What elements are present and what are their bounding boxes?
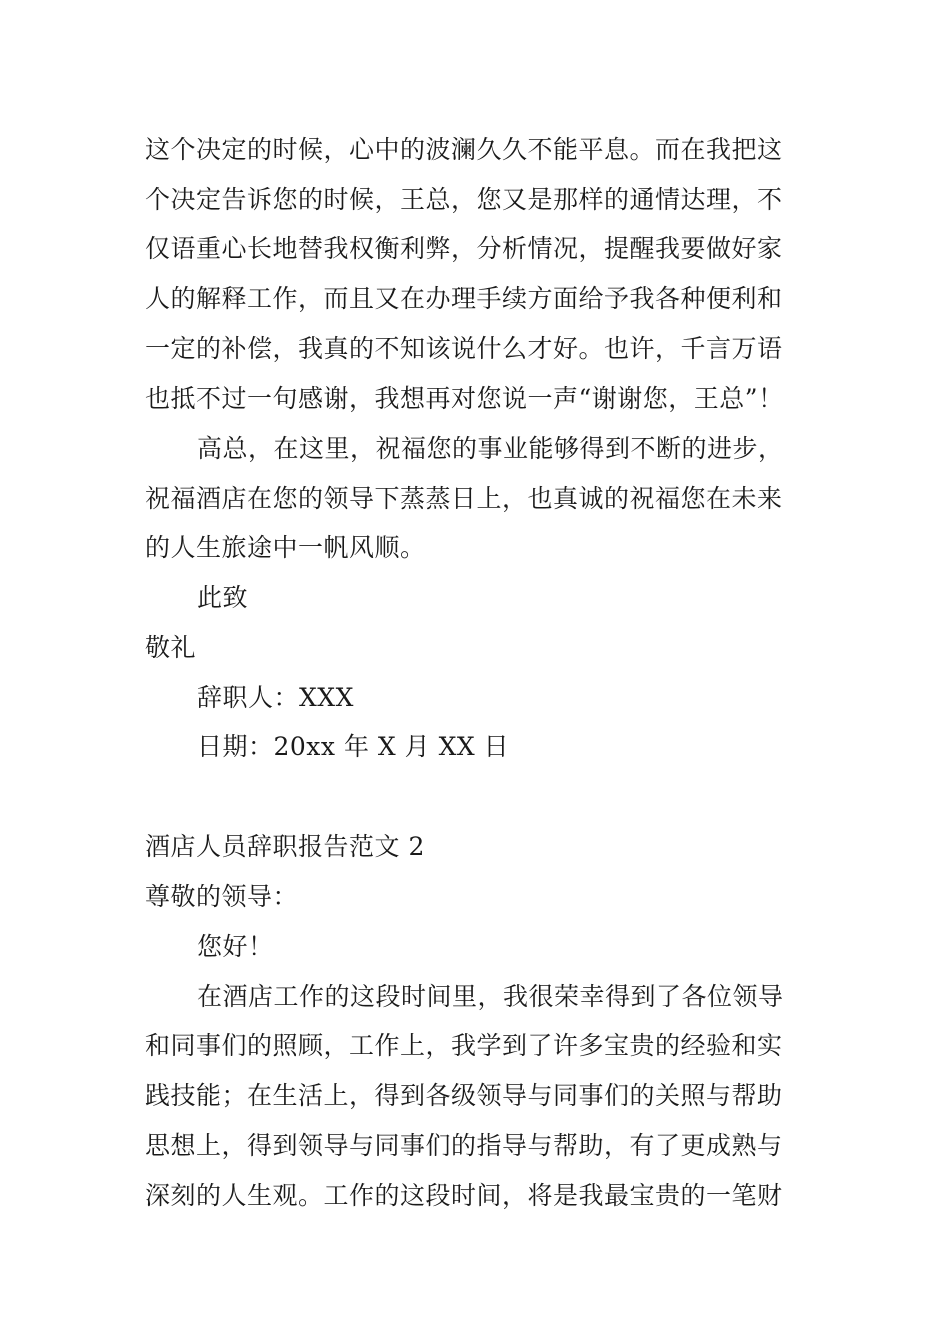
paragraph-line: 人的解释工作，而且又在办理手续方面给予我各种便利和 (145, 284, 783, 313)
date-text: 日期：20xx 年 X 月 XX 日 (197, 732, 510, 761)
closing-text: 此致 (197, 583, 249, 612)
section-title: 酒店人员辞职报告范文 2 (145, 832, 425, 861)
paragraph-line: 在酒店工作的这段时间里，我很荣幸得到了各位领导 (197, 982, 784, 1011)
signer-text: 辞职人：XXX (197, 683, 354, 712)
paragraph-line: 一定的补偿，我真的不知该说什么才好。也许，千言万语 (145, 334, 783, 363)
paragraph-line: 践技能；在生活上，得到各级领导与同事们的关照与帮助 (145, 1081, 783, 1110)
paragraph-line: 高总，在这里，祝福您的事业能够得到不断的进步， (197, 434, 784, 463)
paragraph-line: 深刻的人生观。工作的这段时间，将是我最宝贵的一笔财 (145, 1181, 783, 1210)
paragraph-line: 个决定告诉您的时候，王总，您又是那样的通情达理，不 (145, 185, 783, 214)
paragraph-line: 这个决定的时候，心中的波澜久久不能平息。而在我把这 (145, 135, 783, 164)
paragraph-line: 祝福酒店在您的领导下蒸蒸日上，也真诚的祝福您在未来 (145, 484, 783, 513)
salute-text: 敬礼 (145, 633, 197, 662)
paragraph-line: 思想上，得到领导与同事们的指导与帮助，有了更成熟与 (145, 1131, 783, 1160)
hello-text: 您好！ (197, 932, 274, 961)
paragraph-line: 仅语重心长地替我权衡利弊，分析情况，提醒我要做好家 (145, 234, 783, 263)
paragraph-line: 也抵不过一句感谢，我想再对您说一声“谢谢您，王总”！ (145, 384, 784, 413)
paragraph-line: 的人生旅途中一帆风顺。 (145, 533, 426, 562)
greeting-text: 尊敬的领导： (145, 882, 299, 911)
paragraph-line: 和同事们的照顾，工作上，我学到了许多宝贵的经验和实 (145, 1031, 783, 1060)
